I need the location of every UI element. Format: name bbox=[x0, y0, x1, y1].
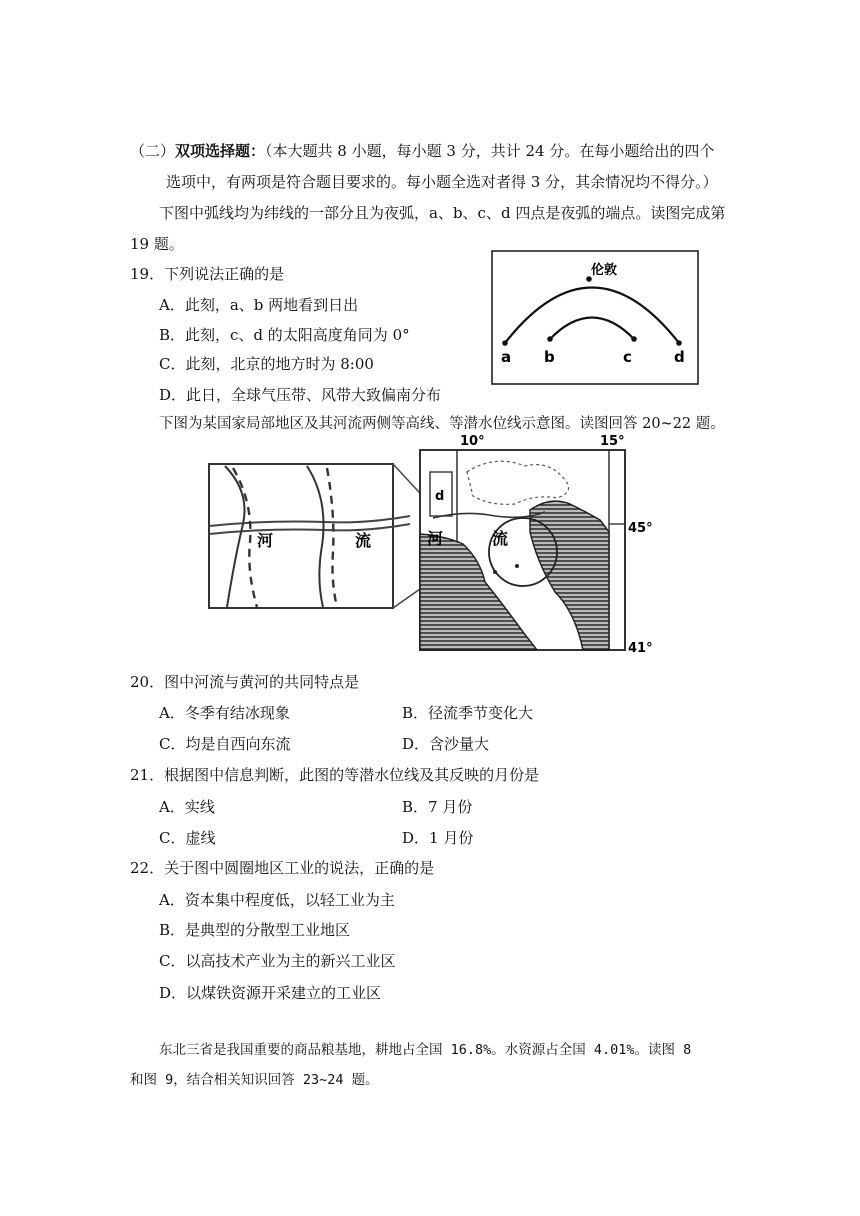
q20-option-b: B．径流季节变化大 bbox=[402, 704, 534, 722]
point-d bbox=[676, 340, 682, 346]
q19-option-c: C．此刻，北京的地方时为 8:00 bbox=[159, 355, 374, 373]
inset-river-label: 河 bbox=[257, 531, 274, 550]
q20-option-d: D．含沙量大 bbox=[402, 735, 490, 753]
q20-stem: 20．图中河流与黄河的共同特点是 bbox=[130, 673, 360, 691]
label-a: a bbox=[501, 348, 512, 366]
label-c: c bbox=[623, 348, 632, 366]
q19-option-b: B．此刻，c、d 的太阳高度角同为 0° bbox=[159, 326, 410, 344]
latitude-45: 45° bbox=[628, 521, 653, 536]
q19-option-d: D．此日，全球气压带、风带大致偏南分布 bbox=[159, 386, 442, 404]
label-d: d bbox=[674, 348, 685, 366]
map-flow-label: 流 bbox=[492, 529, 509, 548]
q21-option-b: B．7 月份 bbox=[402, 798, 473, 816]
point-b bbox=[547, 336, 553, 342]
section-heading-cont: 选项中，有两项是符合题目要求的。每小题全选对者得 3 分，其余情况均不得分。） bbox=[166, 173, 718, 191]
point-a bbox=[502, 340, 508, 346]
regional-map bbox=[420, 434, 653, 656]
latitude-41: 41° bbox=[628, 641, 653, 656]
locator-letter: d bbox=[435, 489, 445, 504]
q20-option-a: A．冬季有结冰现象 bbox=[159, 704, 290, 722]
q21-option-d: D．1 月份 bbox=[402, 829, 474, 847]
inset-map bbox=[209, 464, 410, 608]
section-heading-rest: （本大题共 8 小题，每小题 3 分，共计 24 分。在每小题给出的四个 bbox=[265, 142, 715, 160]
intro-20: 下图为某国家局部地区及其河流两侧等高线、等潜水位线示意图。读图回答 20~22 题。 bbox=[159, 416, 725, 432]
section-heading-prefix: （二） bbox=[130, 142, 176, 160]
night-arc-figure bbox=[491, 250, 699, 385]
map-river-label: 河 bbox=[427, 529, 444, 548]
intro-19-line1: 下图中弧线均为纬线的一部分且为夜弧，a、b、c、d 四点是夜弧的端点。读图完成第 bbox=[159, 204, 726, 222]
q21-option-c: C．虚线 bbox=[159, 829, 216, 847]
q21-stem: 21．根据图中信息判断，此图的等潜水位线及其反映的月份是 bbox=[130, 766, 540, 784]
city-dot-1 bbox=[493, 570, 497, 574]
q22-option-a: A．资本集中程度低，以轻工业为主 bbox=[159, 891, 395, 909]
london-label: 伦敦 bbox=[591, 263, 618, 278]
q19-stem: 19．下列说法正确的是 bbox=[130, 265, 285, 283]
q22-option-c: C．以高技术产业为主的新兴工业区 bbox=[159, 952, 396, 970]
longitude-10: 10° bbox=[460, 434, 485, 449]
city-dot-2 bbox=[515, 564, 519, 568]
river-map-figure bbox=[205, 432, 665, 658]
section-heading-title: 双项选择题： bbox=[175, 142, 266, 160]
label-b: b bbox=[544, 348, 555, 366]
intro-19-line2: 19 题。 bbox=[130, 235, 184, 253]
point-c bbox=[631, 336, 637, 342]
longitude-15: 15° bbox=[600, 434, 625, 449]
q22-option-b: B．是典型的分散型工业地区 bbox=[159, 921, 351, 939]
intro-23-line2: 和图 9，结合相关知识回答 23~24 题。 bbox=[130, 1072, 379, 1088]
q22-stem: 22．关于图中圆圈地区工业的说法，正确的是 bbox=[130, 859, 435, 877]
q22-option-d: D．以煤铁资源开采建立的工业区 bbox=[159, 984, 382, 1002]
q19-option-a: A．此刻，a、b 两地看到日出 bbox=[159, 296, 359, 314]
inset-flow-label: 流 bbox=[355, 531, 372, 550]
q21-option-a: A．实线 bbox=[159, 798, 215, 816]
q20-option-c: C．均是自西向东流 bbox=[159, 735, 291, 753]
section-heading bbox=[130, 141, 714, 161]
intro-23-line1: 东北三省是我国重要的商品粮基地，耕地占全国 16.8%。水资源占全国 4.01%。读图 8 bbox=[159, 1042, 692, 1058]
